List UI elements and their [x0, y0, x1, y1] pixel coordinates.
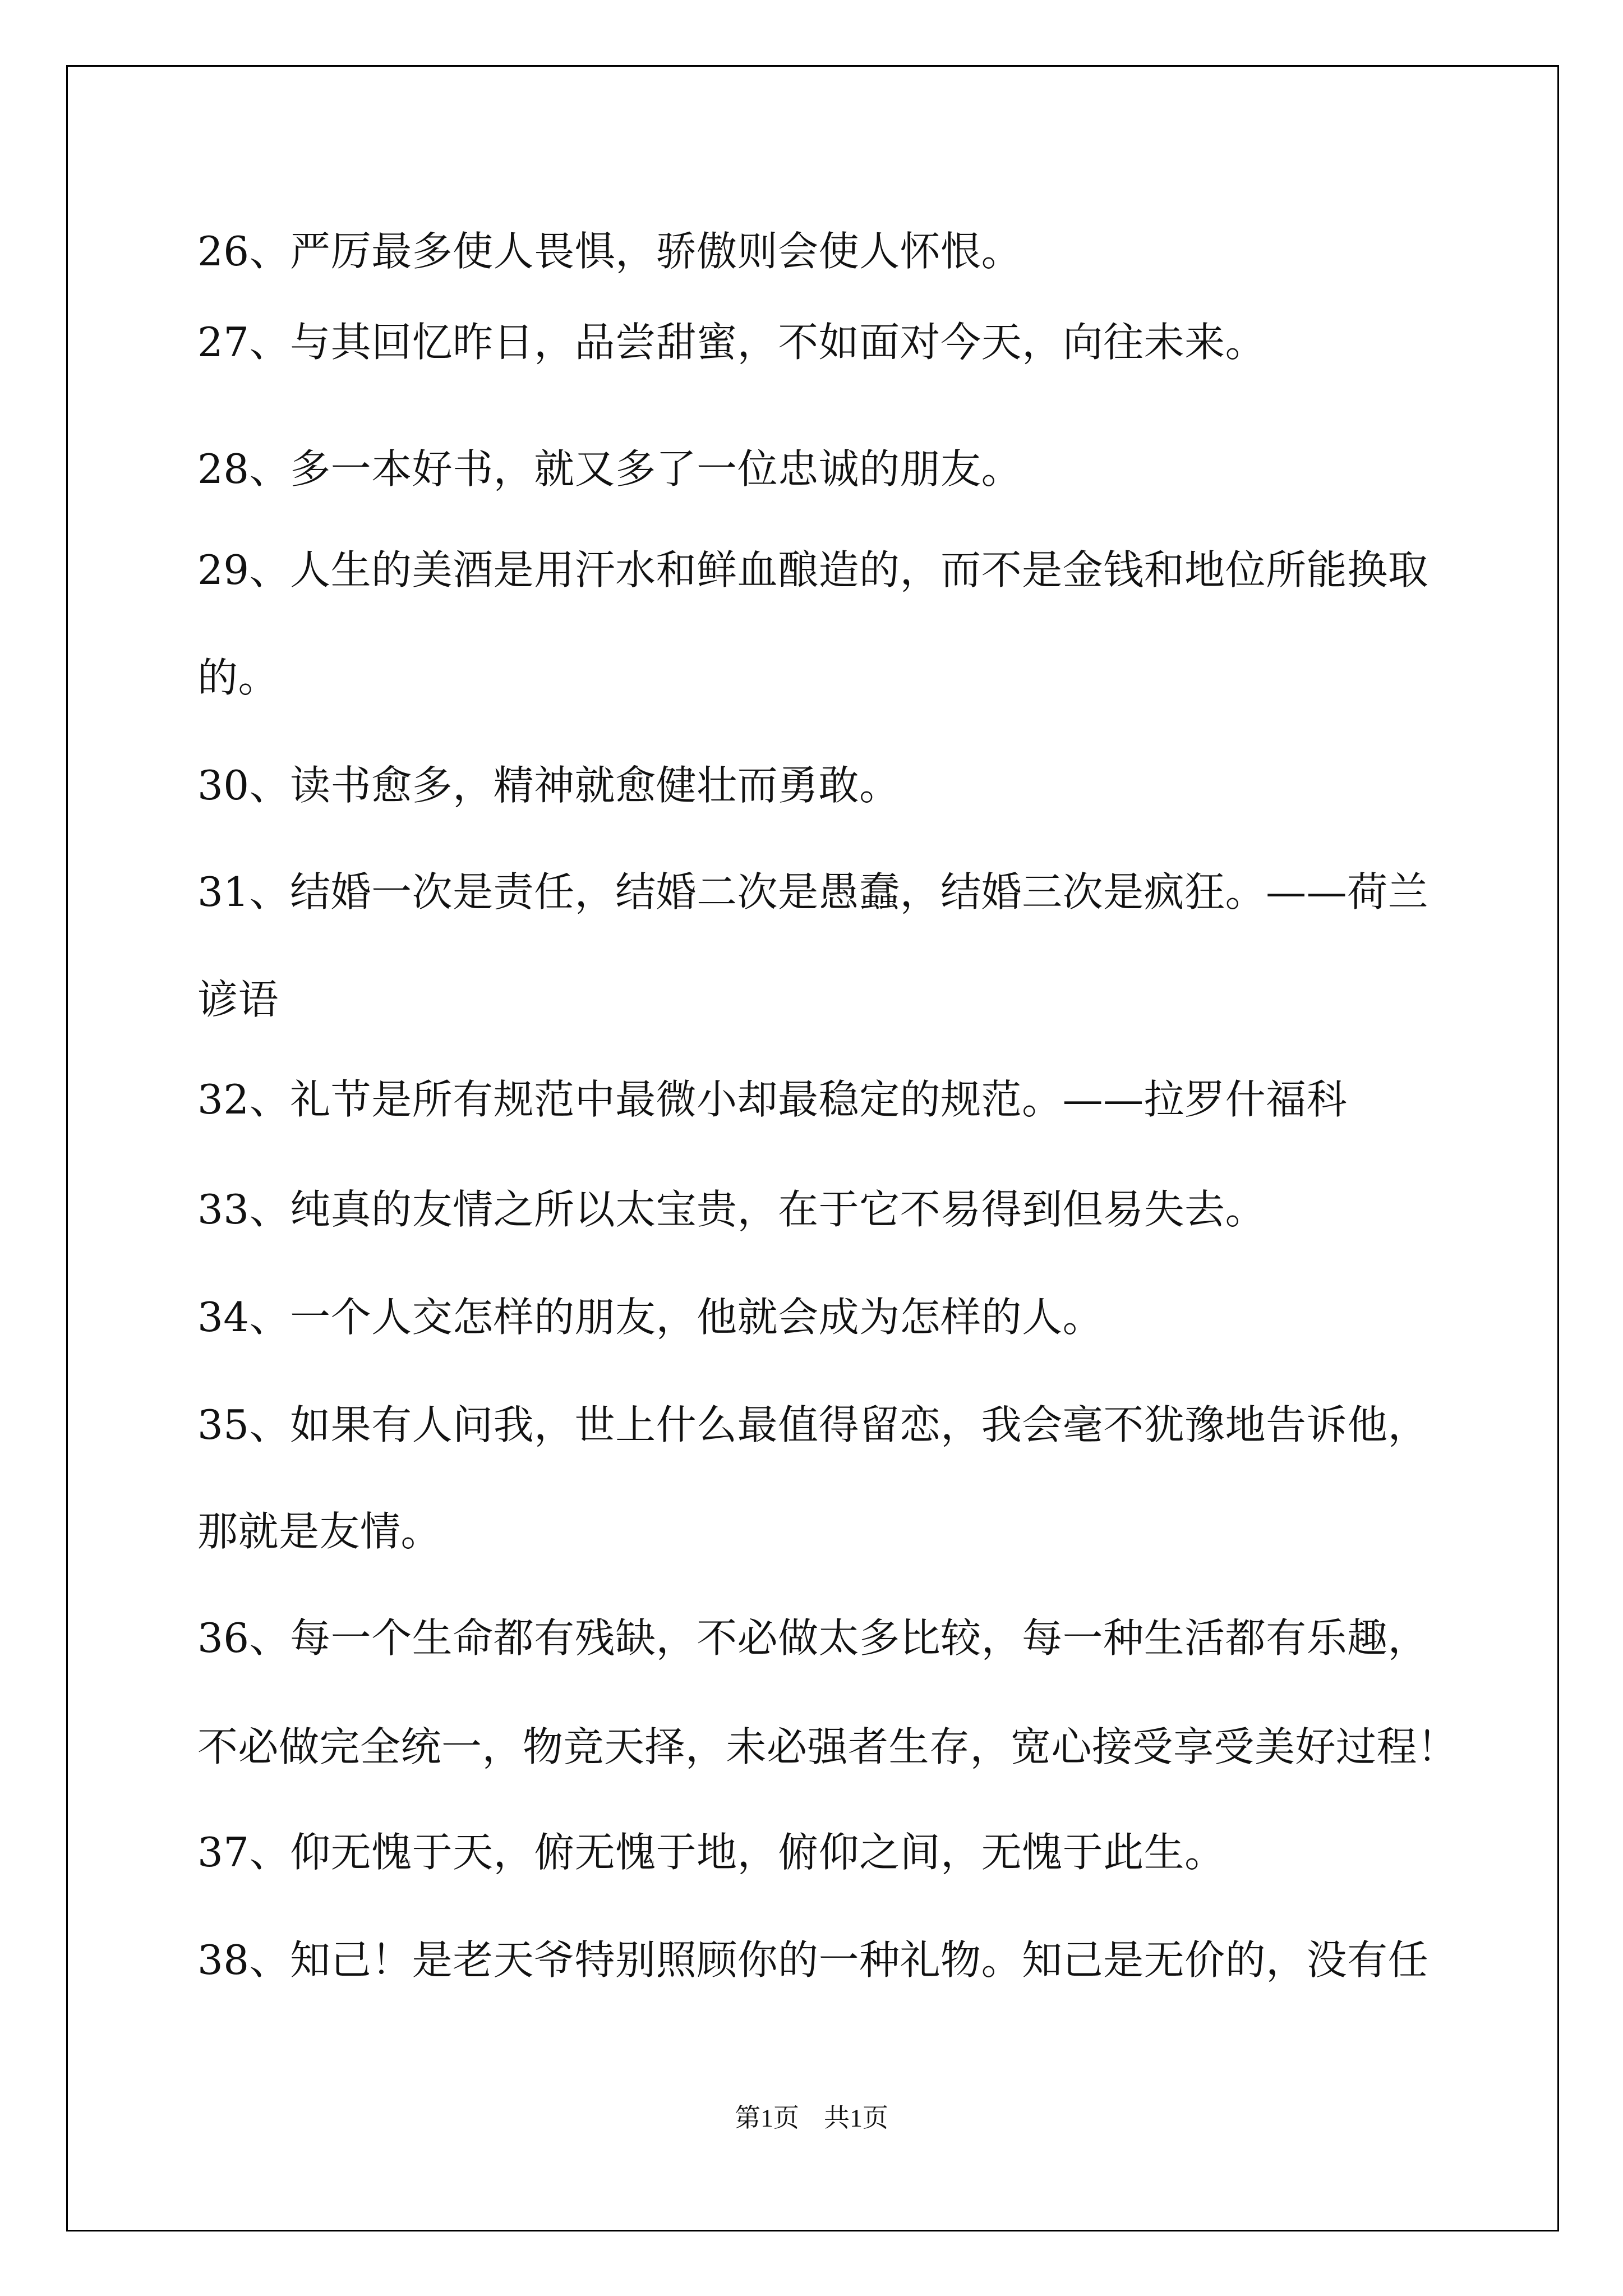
text-line: 29、人生的美酒是用汗水和鲜血酿造的，而不是金钱和地位所能换取	[197, 546, 1429, 593]
text-line: 37、仰无愧于天，俯无愧于地，俯仰之间，无愧于此生。	[197, 1829, 1225, 1876]
text-line: 34、一个人交怎样的朋友，他就会成为怎样的人。	[197, 1294, 1104, 1341]
text-line: 的。	[197, 654, 279, 701]
page-number-total: 共1页	[824, 2104, 888, 2132]
page-number-current: 第1页	[735, 2104, 799, 2132]
text-line: 35、如果有人问我，世上什么最值得留恋，我会毫不犹豫地告诉他，	[197, 1401, 1429, 1448]
text-line: 28、多一本好书，就又多了一位忠诚的朋友。	[197, 445, 1022, 493]
text-line: 不必做完全统一，物竞天择，未必强者生存，宽心接受享受美好过程！	[197, 1723, 1458, 1770]
text-line: 26、严厉最多使人畏惧，骄傲则会使人怀恨。	[197, 228, 1022, 275]
text-line: 33、纯真的友情之所以太宝贵，在于它不易得到但易失去。	[197, 1186, 1266, 1233]
page-footer	[0, 2101, 1623, 2135]
text-line: 那就是友情。	[197, 1508, 442, 1555]
text-line: 31、结婚一次是责任，结婚二次是愚蠢，结婚三次是疯狂。——荷兰	[197, 868, 1429, 915]
text-line: 30、读书愈多，精神就愈健壮而勇敢。	[197, 762, 900, 809]
text-line: 谚语	[197, 976, 279, 1023]
text-line: 36、每一个生命都有残缺，不必做太多比较，每一种生活都有乐趣，	[197, 1614, 1429, 1662]
text-line: 27、与其回忆昨日，品尝甜蜜，不如面对今天，向往未来。	[197, 319, 1266, 366]
text-line: 32、礼节是所有规范中最微小却最稳定的规范。——拉罗什福科	[197, 1076, 1348, 1123]
page-border	[66, 65, 1559, 2231]
text-line: 38、知己！是老天爷特别照顾你的一种礼物。知己是无价的，没有任	[197, 1936, 1429, 1984]
